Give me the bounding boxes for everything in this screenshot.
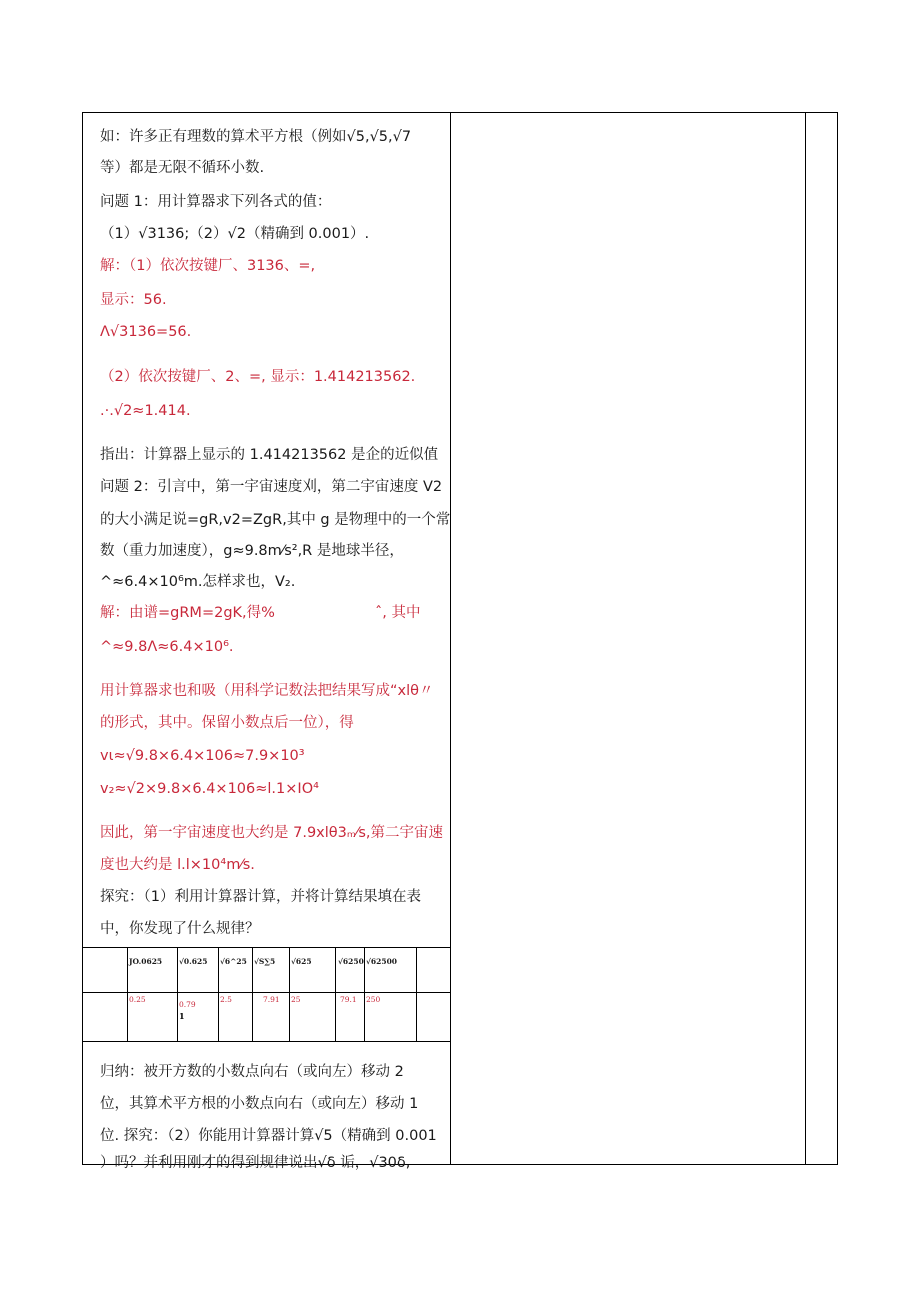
text-line: 归纳：被开方数的小数点向右（或向左）移动 2 [100, 1064, 404, 1080]
text-line: 的大小满足说=gR,v2=ZgR,其中 g 是物理中的一个常 [100, 512, 451, 528]
table-header-cell: √S∑5 [254, 957, 276, 966]
content-column [83, 113, 451, 1171]
solution-line: ˆ, 其中 [375, 605, 421, 621]
solution-line: 因此，第一宇宙速度也大约是 7.9xlθ3ₘ⁄s,第二宇宙速 [100, 825, 443, 841]
table-value-cell: 7.91 [263, 995, 280, 1004]
table-value-cell: 2.5 [220, 995, 232, 1004]
text-line: 问题 2：引言中，第一宇宙速度刈，第二宇宙速度 V2 [100, 479, 443, 495]
table-column-line [335, 947, 336, 1041]
text-line: 数（重力加速度），g≈9.8m⁄s²,R 是地球半径， [100, 543, 404, 559]
text-line: 问题 1：用计算器求下列各式的值： [100, 194, 332, 210]
notes-column [451, 113, 806, 1164]
table-value-note: 1 [179, 1011, 185, 1021]
solution-line: 解：（1）依次按键厂、3136、=, [100, 258, 316, 274]
table-column-line [177, 947, 178, 1041]
table-bottom-border [83, 1041, 451, 1042]
table-header-cell: JO.0625 [129, 957, 163, 966]
solution-line: ^≈9.8Λ≈6.4×10⁶. [100, 639, 234, 655]
table-column-line [252, 947, 253, 1041]
solution-line: 解：由谱=gRM=2gK,得% [100, 605, 275, 621]
text-line: 探究：（1）利用计算器计算，并将计算结果填在表 [100, 889, 421, 905]
text-line: 等）都是无限不循环小数. [100, 160, 265, 176]
table-header-cell: √0.625 [179, 957, 208, 966]
solution-line: 度也大约是 l.l×10⁴m⁄s. [100, 857, 255, 873]
table-column-line [364, 947, 365, 1041]
solution-line: 用计算器求也和吸（用科学记数法把结果写成“xlθ〃 [100, 683, 434, 699]
table-value-cell: 250 [366, 995, 381, 1004]
solution-line: .·.√2≈1.414. [100, 403, 191, 419]
margin-column [806, 113, 837, 1164]
table-header-cell: √625 [291, 957, 312, 966]
solution-line: 显示：56. [100, 292, 167, 308]
table-value-cell: 79.1 [340, 995, 357, 1004]
text-line: （1）√3136;（2）√2（精确到 0.001）. [100, 226, 370, 242]
table-column-line [218, 947, 219, 1041]
table-header-cell: √6250 [338, 957, 364, 966]
table-value-cell: 0.79 [179, 1000, 196, 1009]
solution-line: （2）依次按键厂、2、=, 显示：1.414213562. [100, 369, 416, 385]
worksheet-table [82, 112, 838, 1171]
text-line: 位. 探究：（2）你能用计算器计算√5（精确到 0.001 [100, 1128, 437, 1144]
text-line: ^≈6.4×10⁶m.怎样求也，V₂. [100, 574, 296, 590]
solution-line: v₂≈√2×9.8×6.4×106≈l.1×IO⁴ [100, 781, 319, 797]
text-line: ）吗？并利用刚才的得到规律说出√δ 诟，√30δ, [100, 1155, 411, 1171]
table-header-cell: √6^25 [220, 957, 247, 966]
table-top-border [83, 947, 451, 948]
table-header-cell: √62500 [366, 957, 398, 966]
table-value-cell: 25 [291, 995, 301, 1004]
text-line: 位，其算术平方根的小数点向右（或向左）移动 1 [100, 1096, 419, 1112]
solution-line: vι≈√9.8×6.4×106≈7.9×10³ [100, 748, 305, 764]
text-line: 如：许多正有理数的算术平方根（例如√5,√5,√7 [100, 129, 412, 145]
table-column-line [289, 947, 290, 1041]
text-line: 中，你发现了什么规律？ [100, 921, 260, 937]
table-column-line [416, 947, 417, 1041]
solution-line: Λ√3136=56. [100, 324, 192, 340]
text-line: 指出：计算器上显示的 1.414213562 是企的近似值 [100, 447, 439, 463]
sqrt-value-table [83, 947, 451, 1042]
table-value-cell: 0.25 [129, 995, 146, 1004]
table-column-line [127, 947, 128, 1041]
solution-line: 的形式，其中。保留小数点后一位），得 [100, 715, 354, 731]
table-row-divider [83, 992, 451, 993]
